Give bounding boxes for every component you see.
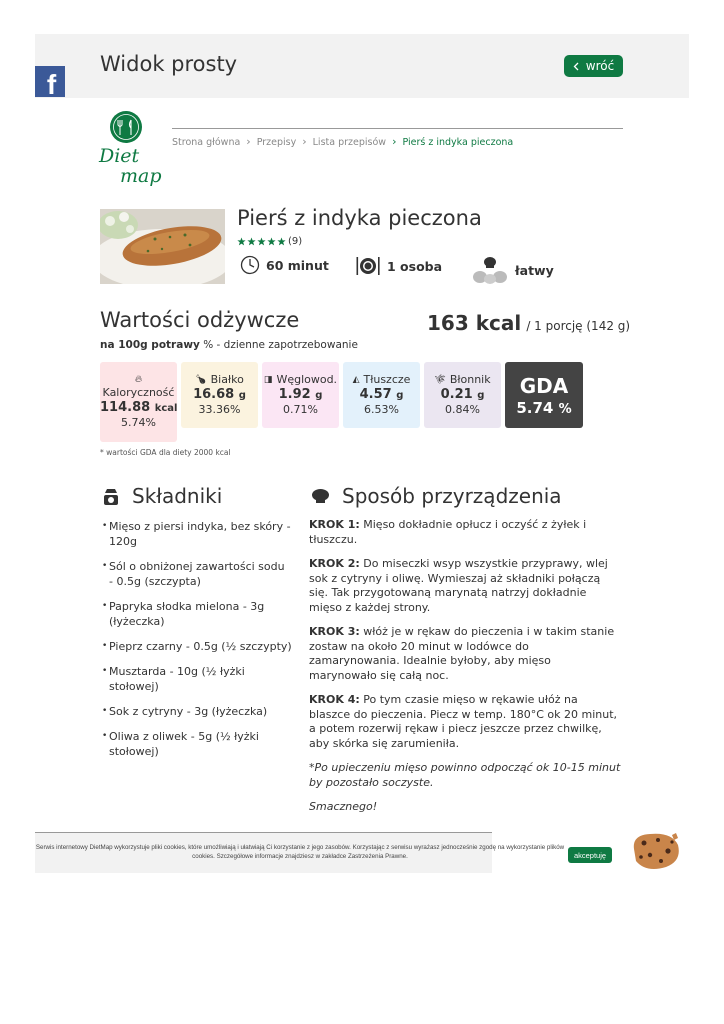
nutrient-label: Kaloryczność — [102, 386, 175, 399]
nutrient-box-carbs — [262, 362, 339, 428]
kcal-portion: / 1 porcję (142 g) — [526, 319, 631, 333]
nutrient-percent: 0.84% — [445, 403, 480, 416]
ingredient-item: • Musztarda - 10g (½ łyżki stołowej) — [102, 664, 292, 694]
nutrient-label: Błonnik — [449, 373, 491, 386]
ingredients-heading — [102, 484, 222, 508]
nutrient-value: 4.57 — [359, 387, 392, 402]
step-label: KROK 4: — [309, 693, 360, 706]
facebook-share-button[interactable] — [35, 66, 65, 97]
breadcrumb-recipes[interactable]: Przepisy — [256, 137, 297, 148]
step-label: KROK 3: — [309, 625, 360, 638]
nutrient-label: Tłuszcze — [363, 373, 411, 386]
step-2 — [309, 557, 621, 615]
preparation-note: *Po upieczeniu mięso powinno odpocząć ok 10-15 minut by pozostało soczyste. — [309, 761, 621, 789]
ingredient-item: • Papryka słodka mielona - 3g (łyżeczka) — [102, 599, 292, 629]
difficulty-value: łatwy — [515, 262, 554, 278]
logo-text-diet: Diet — [99, 145, 140, 167]
nutrient-value: 114.88 — [100, 400, 151, 415]
per-100g-bold: na 100g potrawy — [100, 339, 200, 351]
step-4 — [309, 693, 621, 751]
ingredient-item: • Sól o obniżonej zawartości sodu - 0.5g (szczypta) — [102, 559, 292, 589]
nutrient-box-fiber — [424, 362, 501, 428]
logo-text-map: map — [120, 165, 162, 187]
chevron-right-icon: › — [246, 135, 251, 148]
top-bar — [35, 34, 689, 98]
breadcrumb-current: Pierś z indyka pieczona — [402, 137, 514, 148]
servings-value: 1 osoba — [387, 258, 443, 274]
kcal-value: 163 kcal — [427, 311, 522, 335]
back-button[interactable] — [564, 55, 623, 77]
nutrient-unit: g — [396, 390, 404, 401]
difficulty — [471, 255, 554, 285]
ingredient-item: • Pieprz czarny - 0.5g (½ szczypty) — [102, 639, 292, 654]
step-text: Po tym czasie mięso w rękawie ułóż na blaszce do pieczenia. Piecz w temp. 180°C ok 20 minut, a potem rozerwij rękaw i piecz jeszcze przez chwilkę, aby skórka się zarumieniła. — [309, 693, 618, 750]
star-icon[interactable] — [267, 237, 276, 246]
gda-note: * wartości GDA dla diety 2000 kcal — [100, 448, 231, 457]
cookie-icon — [628, 831, 682, 871]
breadcrumb-home[interactable]: Strona główna — [172, 137, 241, 148]
preparation-title: Sposób przyrządzenia — [342, 484, 562, 508]
gda-unit: % — [558, 402, 572, 417]
nutrient-percent: 33.36% — [198, 403, 241, 416]
star-icon[interactable] — [257, 237, 266, 246]
preparation-closing: Smacznego! — [309, 800, 378, 813]
nutrient-box-fat — [343, 362, 420, 428]
prep-time — [240, 255, 329, 275]
step-text: włóż je w rękaw do pieczenia i w takim stanie zostaw na około 20 minut w lodówce do zamarynowania. Idealnie byłoby, aby mięso marynowało się całą noc. — [309, 625, 615, 682]
per-100g-note — [100, 339, 358, 351]
ingredient-item: • Mięso z piersi indyka, bez skóry - 120g — [102, 519, 292, 549]
nutrient-label: Węglowod. — [276, 373, 338, 386]
step-label: KROK 1: — [309, 518, 360, 531]
plate-cutlery-icon — [355, 255, 381, 277]
prep-time-value: 60 minut — [266, 257, 329, 273]
ingredients-title: Składniki — [132, 484, 223, 508]
preparation-steps — [309, 518, 621, 825]
nutrient-unit: g — [238, 390, 246, 401]
nutrient-box-calories — [100, 362, 177, 442]
recipe-rating[interactable] — [237, 236, 302, 247]
clock-icon — [240, 255, 260, 275]
ingredient-item: • Sok z cytryny - 3g (łyżeczka) — [102, 704, 292, 719]
chicken-leg-icon: 🍗︎ — [195, 374, 207, 385]
step-text: Mięso dokładnie opłucz i oczyść z żyłek i tłuszczu. — [309, 518, 587, 546]
step-1 — [309, 518, 621, 547]
rating-stars[interactable] — [237, 237, 286, 246]
recipe-title: Pierś z indyka pieczona — [237, 206, 482, 230]
dietmap-logo[interactable] — [98, 110, 164, 188]
star-icon[interactable] — [237, 237, 246, 246]
back-button-label: wróć — [585, 59, 615, 73]
preparation-heading — [311, 484, 562, 508]
nutrient-value: 0.21 — [440, 387, 473, 402]
ingredient-item: • Oliwa z oliwek - 5g (½ łyżki stołowej) — [102, 729, 292, 759]
nutrient-unit: g — [477, 390, 485, 401]
gda-title: GDA — [519, 374, 569, 398]
step-text: Do miseczki wsyp wszystkie przyprawy, wlej sok z cytryny i oliwę. Wymieszaj aż składniki połączą się. Tak przygotowaną marynatą natrzyj dokładnie mięso z każdej strony. — [309, 557, 608, 614]
nutrient-percent: 0.71% — [283, 403, 318, 416]
nutrition-heading: Wartości odżywcze — [100, 308, 300, 332]
breadcrumb-divider — [172, 128, 623, 129]
breadcrumb — [172, 137, 513, 148]
breadcrumb-recipe-list[interactable]: Lista przepisów — [312, 137, 387, 148]
accept-cookies-button[interactable]: akceptuję — [568, 847, 612, 863]
cheese-icon: ◭ — [352, 374, 360, 385]
kcal-per-portion — [427, 311, 630, 335]
per-100g-rest: % - dzienne zapotrzebowanie — [203, 339, 358, 351]
chevron-right-icon: › — [392, 135, 397, 148]
chef-hat-icon — [311, 488, 330, 504]
step-label: KROK 2: — [309, 557, 360, 570]
page-title: Widok prosty — [100, 52, 238, 76]
nutrient-unit: g — [315, 390, 323, 401]
nutrient-unit: kcal — [154, 403, 178, 414]
rating-count: (9) — [288, 236, 303, 247]
nutrient-percent: 5.74% — [121, 416, 156, 429]
step-3 — [309, 625, 621, 683]
flame-icon: 🔥︎ — [134, 374, 143, 385]
star-icon[interactable] — [247, 237, 256, 246]
recipe-photo — [100, 209, 225, 284]
nutrient-box-protein — [181, 362, 258, 428]
bread-icon: ◨ — [263, 374, 273, 385]
star-icon[interactable] — [277, 237, 286, 246]
gda-box — [505, 362, 583, 428]
wheat-icon: 🌾︎ — [434, 374, 446, 385]
chevron-right-icon: › — [302, 135, 307, 148]
nutrient-value: 16.68 — [193, 387, 235, 402]
gda-value: 5.74 — [516, 399, 554, 417]
ingredients-list — [102, 519, 292, 769]
chevron-left-icon — [573, 62, 579, 71]
nutrient-value: 1.92 — [278, 387, 311, 402]
facebook-icon: f — [46, 69, 57, 97]
kitchen-scale-icon — [102, 486, 120, 506]
cookie-text: Serwis internetowy DietMap wykorzystuje pliki cookies, które umożliwiają i ułatwiają Ci korzystanie z jego zasobów. Korzystając z serwisu wyrażasz jednocześnie zgodę na wykorzystanie plików cookies. Szczegółowe informacje znajdziesz w zakładce Zastrzeżenia Prawne. — [35, 844, 565, 860]
nutrient-percent: 6.53% — [364, 403, 399, 416]
chef-hats-icon — [471, 255, 509, 285]
servings — [355, 255, 442, 277]
nutrient-label: Białko — [210, 373, 244, 386]
